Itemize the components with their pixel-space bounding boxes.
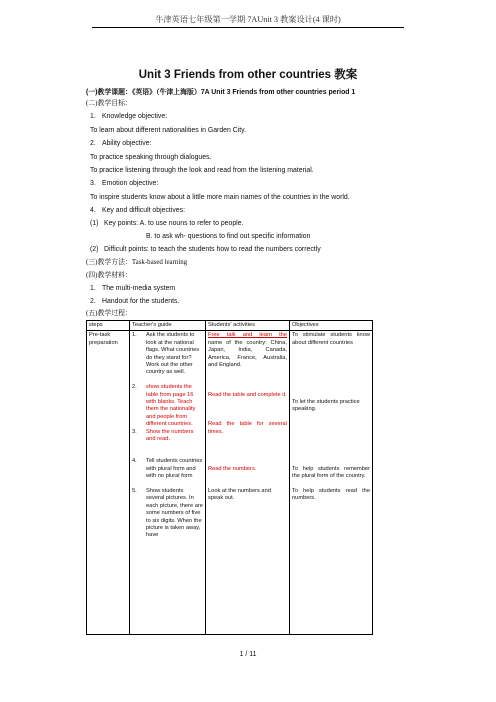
document-title: Unit 3 Friends from other countries 教案 [138, 69, 358, 81]
section-1-topic: (一)教学课题：《英语》（牛津上海版）7A Unit 3 Friends from other countries period 1 [86, 89, 356, 96]
teacher-step-number: 1. [132, 332, 137, 339]
objective-item: To help students read the numbers. [292, 487, 370, 502]
objective-item: To let the students practice speaking. [292, 398, 360, 413]
material-1-number: 1. [90, 285, 96, 292]
objective-item: To help students remember the plural form of the country. [292, 465, 370, 479]
header-rule [92, 27, 404, 28]
objective-4-number: 4. [90, 207, 96, 214]
teacher-step-5 [132, 488, 203, 540]
teacher-step-1 [132, 332, 203, 376]
key-point-1-number: (1) [90, 220, 99, 227]
key-point-1-text-b: B. to ask wh- questions to find out specific information [146, 233, 311, 240]
teacher-step-text: Show the numbers and read. [146, 428, 194, 443]
page-header: 牛津英语七年级第一学期 7AUnit 3 教案设计(4 课时) [155, 15, 341, 24]
activity-1-highlight: Free talk and learn the [208, 332, 287, 339]
objective-3-title: Emotion objective: [102, 180, 159, 187]
objective-1-number: 1. [90, 113, 96, 120]
section-3-method: (三)教学方法：Task-based learning [86, 259, 188, 266]
activity-3: Read the table for several times. [208, 421, 287, 435]
header-students-activities: Students' activities [206, 321, 290, 331]
teacher-guide-cell [130, 331, 206, 635]
objective-2-text-2: To practice listening through the look and read from the listening material. [90, 167, 314, 174]
material-2-text: Handout for the students. [102, 298, 180, 305]
activity-2: Read the table and complete it. [208, 391, 287, 398]
teacher-step-number: 2. [132, 384, 137, 391]
teacher-step-number: 5. [132, 487, 137, 494]
activity-4: Read the numbers. [208, 465, 257, 472]
header-steps: steps [87, 321, 130, 331]
teaching-process-table [86, 320, 373, 635]
section-2-label: (二)教学目标： [86, 100, 132, 107]
section-4-label: (四)教学材料： [86, 272, 132, 279]
key-point-2-text: Difficult points: to teach the students how to read the numbers correctly [104, 246, 321, 253]
table-header-row [87, 321, 373, 331]
page-number: 1 / 11 [239, 651, 257, 658]
teacher-step-4 [132, 458, 203, 480]
teacher-step-number: 3. [132, 428, 137, 435]
objective-2-text-1: To practice speaking through dialogues. [90, 154, 212, 161]
table-row [87, 331, 373, 635]
students-activities-cell [206, 331, 290, 635]
objective-2-title: Ability objective: [102, 140, 152, 147]
section-5-label: (五)教学过程： [86, 310, 132, 317]
objective-1-text: To learn about different nationalities in Garden City. [90, 127, 247, 134]
teacher-step-text: Ask the students to look at the national flags. What countries do they stand for? Work out the other country as well. [146, 332, 200, 376]
activity-1-rest: name of the country: China, Japan, India, Canada, America, France, Australia, and England. [208, 339, 287, 369]
material-2-number: 2. [90, 298, 96, 305]
teacher-step-2 [132, 384, 203, 428]
key-point-1-text: Key points: A. to use nouns to refer to people. [104, 220, 244, 227]
activity-5: Look at the numbers and speak out. [208, 487, 271, 502]
activity-1 [208, 332, 287, 339]
objective-4-title: Key and difficult objectives: [102, 207, 185, 214]
key-point-2-number: (2) [90, 246, 99, 253]
step-cell: Pre-task preparation [87, 331, 130, 635]
header-teachers-guide: Teacher's guide [130, 321, 206, 331]
teacher-step-text: Show students several pictures. In each picture, there are some numbers of five to six digits. When the picture is taken away, have [146, 487, 203, 539]
teacher-step-3 [132, 429, 203, 444]
objective-item: To stimulate students know about different countries [292, 332, 370, 346]
teacher-step-text: show students the table from page 16 with blanks. Teach them the nationality and people from different countries. [146, 384, 196, 428]
objective-3-number: 3. [90, 180, 96, 187]
objective-2-number: 2. [90, 140, 96, 147]
teacher-step-text: Tell students countries with plural form and with no plural form [146, 458, 203, 480]
material-1-text: The multi-media system [102, 285, 176, 292]
header-objectives: Objectives [290, 321, 373, 331]
teacher-step-number: 4. [132, 458, 137, 465]
objective-3-text: To inspire students know about a little more main names of the countries in the world. [90, 194, 350, 201]
objective-1-title: Knowledge objective: [102, 113, 168, 120]
objectives-cell [290, 331, 373, 635]
